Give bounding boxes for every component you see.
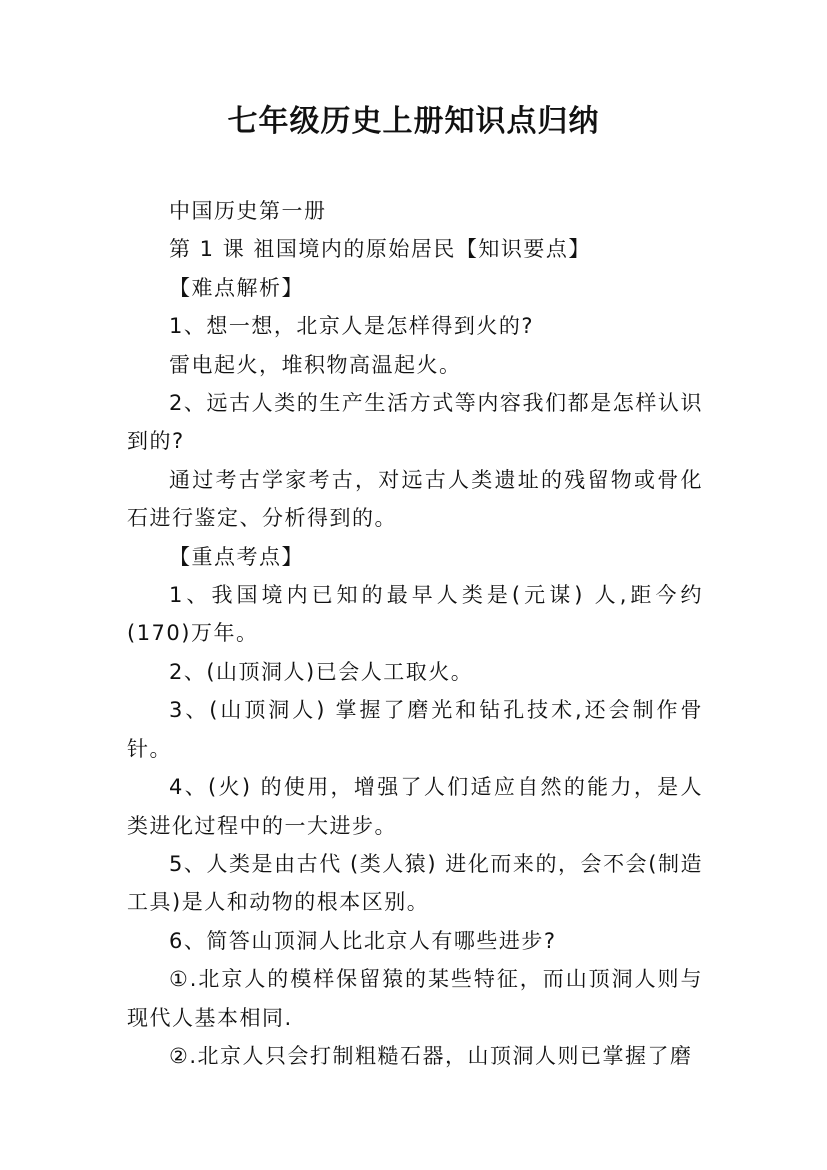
paragraph-point-4: 4、(火) 的使用，增强了人们适应自然的能力，是人类进化过程中的一大进步。 [127, 775, 703, 838]
paragraph-question-1: 1、想一想，北京人是怎样得到火的? [169, 314, 535, 339]
paragraph-answer-6-part-1: ①.北京人的模样保留猿的某些特征，而山顶洞人则与现代人基本相同. [127, 967, 703, 1030]
document-body [127, 192, 703, 1075]
document-title: 七年级历史上册知识点归纳 [227, 104, 600, 139]
paragraph-key-points-heading: 【重点考点】 [169, 544, 304, 569]
paragraph-question-2: 2、远古人类的生产生活方式等内容我们都是怎样认识到的? [127, 391, 703, 454]
paragraph-point-5: 5、人类是由古代 (类人猿) 进化而来的，会不会(制造工具)是人和动物的根本区别。 [127, 851, 703, 915]
paragraph-point-6: 6、简答山顶洞人比北京人有哪些进步? [169, 928, 557, 953]
paragraph-answer-2: 通过考古学家考古，对远古人类遗址的残留物或骨化石进行鉴定、分析得到的。 [127, 467, 703, 531]
paragraph-lesson-heading: 第 1 课 祖国境内的原始居民【知识要点】 [169, 237, 591, 262]
paragraph-point-1: 1、我国境内已知的最早人类是(元谋) 人,距今约 (170)万年。 [127, 583, 703, 646]
paragraph-point-2: 2、(山顶洞人)已会人工取火。 [169, 659, 474, 684]
paragraph-book-name: 中国历史第一册 [169, 199, 327, 223]
paragraph-point-3: 3、(山顶洞人) 掌握了磨光和钻孔技术,还会制作骨针。 [127, 698, 703, 761]
paragraph-difficulty-heading: 【难点解析】 [169, 275, 304, 300]
paragraph-answer-6-part-2: ②.北京人只会打制粗糙石器，山顶洞人则已掌握了磨 [169, 1043, 693, 1068]
paragraph-answer-1: 雷电起火，堆积物高温起火。 [169, 352, 462, 377]
